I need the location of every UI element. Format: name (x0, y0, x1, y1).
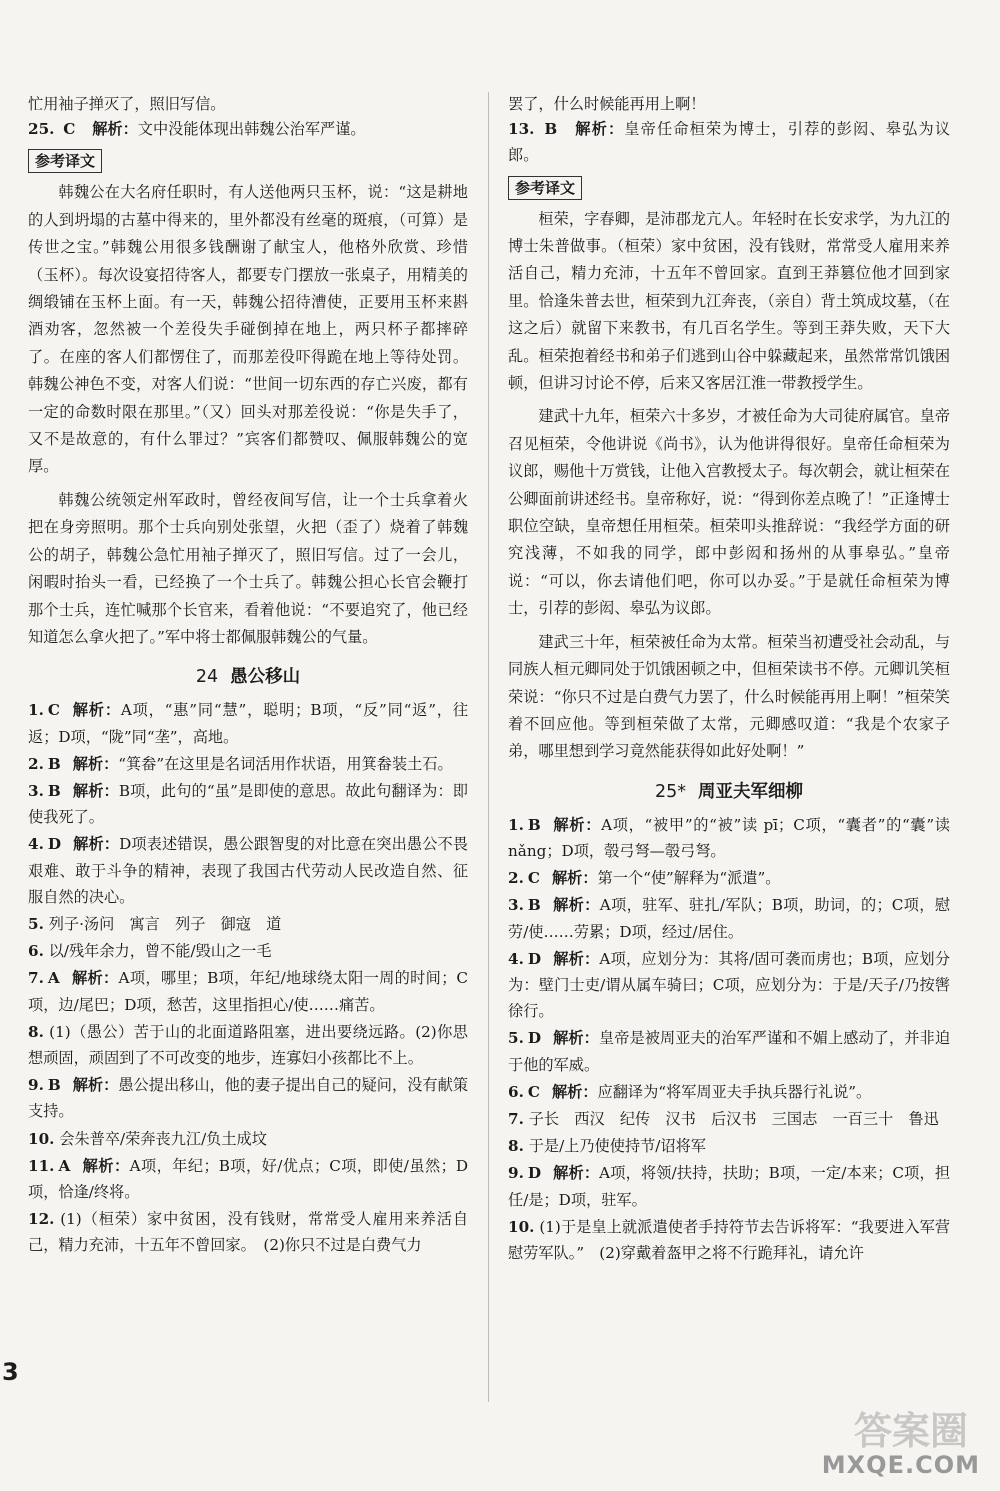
answer-item: 7. A 解析：A项，哪里；B项，年纪/地球绕太阳一周的时间；C项，边/尾巴；D项，愁苦，这里指担心/使……痛苦。 (28, 969, 468, 1014)
answer-item: 5. 列子·汤问 寓言 列子 御寇 道 (28, 914, 282, 933)
answer-item: 7. 子长 西汉 纪传 汉书 后汉书 三国志 一百三十 鲁迅 (508, 1109, 939, 1128)
answer-item: 6. 以/残年余力，曾不能/毁山之一毛 (28, 942, 272, 961)
answer-item: 9. D 解析：A项，将领/扶持，扶助；B项，一定/本来；C项，担任/是；D项，驻军。 (508, 1164, 951, 1209)
answer-item: 2. C 解析：第一个“使”解释为“派遣”。 (508, 869, 781, 888)
right-column (508, 92, 950, 1267)
answer-item: 3. B 解析：A项，驻军、驻扎/军队；B项，助词，的；C项，慰劳/使……劳累；D项，经过/居住。 (508, 896, 951, 941)
section-heading: 24 愚公移山 (195, 667, 301, 688)
answer-item: 10. (1)于是皇上就派遣使者手持符节去告诉将军：“我要进入军营慰劳军队。” (2)穿戴着盔甲之将不行跪拜礼，请允许 (508, 1217, 951, 1262)
watermark-domain: MXQE.COM (821, 1451, 980, 1479)
answer-item: 1. B 解析：A项，“被甲”的“被”读 pī；C项，“囊者”的“囊”读 nǎng；D项，彀弓弩—彀弓弩。 (508, 815, 950, 860)
translation-paragraph: 桓荣，字春卿，是沛郡龙亢人。年轻时在长安求学，为九江的博士朱普做事。（桓荣）家中贫困，没有钱财，常常受人雇用来养活自己，精力充沛，十五年不曾回家。直到王莽篡位他才回到家里。恰逢朱普去世，桓荣到九江奔丧，（亲自）背土筑成坟墓，（在这之后）就留下来教书，有几百名学生。等到王莽失败，天下大乱。桓荣抱着经书和弟子们逃到山谷中躲藏起来，虽然常常饥饿困顿，但讲习讨论不停，后来又客居江淮一带教授学生。 (508, 209, 950, 393)
answer-list (28, 697, 468, 1258)
watermark-logo: 答案圈 (853, 1409, 968, 1453)
answer-item: 8. (1)（愚公）苦于山的北面道路阻塞，进出要绕远路。(2)你思想顽固，顽固到了不可改变的地步，连寡妇小孩都比不上。 (28, 1022, 468, 1067)
continued-line: 忙用袖子掸灭了，照旧写信。 (28, 95, 226, 113)
reference-translation-tag: 参考译文 (508, 176, 582, 200)
answer-item: 13. B 解析：皇帝任命桓荣为博士，引荐的彭闳、皋弘为议郎。 (508, 120, 950, 165)
answer-item: 10. 会朱普卒/荣奔丧九江/负土成坟 (28, 1129, 267, 1148)
translation-paragraph: 韩魏公在大名府任职时，有人送他两只玉杯，说：“这是耕地的人到坍塌的古墓中得来的，里外都没有丝毫的斑痕，（可算）是传世之宝。”韩魏公用很多钱酬谢了献宝人，他格外欣赏、珍惜（玉杯）。每次设宴招待客人，都要专门摆放一张桌子，用精美的绸缎铺在玉杯上面。有一天，韩魏公招待漕使，正要用玉杯来斟酒劝客，忽然被一个差役失手碰倒掉在地上，两只杯子都摔碎了。在座的客人们都愣住了，而那差役吓得跪在地上等待处罚。韩魏公神色不变，对客人们说：“世间一切东西的存亡兴废，都有一定的命数时限在那里。”（又）回头对那差役说：“你是失手了，又不是故意的，有什么罪过？”宾客们都赞叹、佩服韩魏公的宽厚。 (28, 183, 468, 476)
answer-item: 25. C 解析：文中没能体现出韩魏公治军严谨。 (28, 120, 366, 139)
answer-item: 11. A 解析：A项，年纪；B项，好/优点；C项，即使/虽然；D项，恰逢/终将。 (28, 1156, 468, 1201)
answer-item: 8. 于是/上乃使使持节/诏将军 (508, 1137, 706, 1156)
translation-paragraph: 韩魏公统领定州军政时，曾经夜间写信，让一个士兵拿着火把在身旁照明。那个士兵向别处张望，火把（歪了）烧着了韩魏公的胡子，韩魏公急忙用袖子掸灭了，照旧写信。过了一会儿，闲暇时抬头一看，已经换了一个士兵了。韩魏公担心长官会鞭打那个士兵，连忙喊那个长官来，看着他说：“不要追究了，他已经知道怎么拿火把了。”军中将士都佩服韩魏公的气量。 (28, 490, 468, 646)
page-number: 3 (2, 1358, 19, 1386)
translation-paragraph: 建武十九年，桓荣六十多岁，才被任命为大司徒府属官。皇帝召见桓荣，令他讲说《尚书》，认为他讲得很好。皇帝任命桓荣为议郎，赐他十万赏钱，让他入宫教授太子。每次朝会，就让桓荣在公卿面前讲述经书。皇帝称好，说：“得到你差点晚了！”正逢博士职位空缺，皇帝想任用桓荣。桓荣叩头推辞说：“我经学方面的研究浅薄，不如我的同学，郎中彭闳和扬州的从事皋弘。”皇帝说：“可以，你去请他们吧，你可以办妥。”于是就任命桓荣为博士，引荐的彭闳、皋弘为议郎。 (508, 407, 950, 618)
answer-item: 3. B 解析：B项，此句的“虽”是即使的意思。故此句翻译为：即使我死了。 (28, 781, 468, 827)
answer-item: 4. D 解析：D项表述错误，愚公跟智叟的对比意在突出愚公不畏艰难、敢于斗争的精神，表现了我国古代劳动人民改造自然、征服自然的决心。 (28, 835, 468, 906)
continued-line: 罢了，什么时候能再用上啊！ (508, 95, 706, 113)
section-heading: 25* 周亚夫军细柳 (654, 781, 804, 802)
answer-item: 1. C 解析：A项，“惠”同“慧”，聪明；B项，“反”同“返”，往返；D项，“陇”同“垄”，高地。 (28, 701, 469, 746)
answer-item: 4. D 解析：A项，应划分为：其将/固可袭而虏也；B项，应划分为：壁门士吏/谓从属车骑曰；C项，应划分为：于是/天子/乃按辔徐行。 (508, 949, 951, 1021)
answer-item: 5. D 解析：皇帝是被周亚夫的治军严谨和不媚上感动了，并非迫于他的军威。 (508, 1029, 951, 1074)
column-divider (488, 92, 489, 1402)
reference-translation-tag: 参考译文 (28, 149, 102, 173)
answer-item: 12. (1)（桓荣）家中贫困，没有钱财，常常受人雇用来养活自己，精力充沛，十五年不曾回家。 (2)你只不过是白费气力 (28, 1210, 469, 1255)
translation-paragraph: 建武三十年，桓荣被任命为太常。桓荣当初遭受社会动乱，与同族人桓元卿同处于饥饿困顿之中，但桓荣读书不停。元卿讥笑桓荣说：“你只不过是白费气力罢了，什么时候能再用上啊！”桓荣笑着不回应他。等到桓荣做了太常，元卿感叹道：“我是个农家子弟，哪里想到学习竟然能获得如此好处啊！” (508, 632, 950, 761)
answer-item: 2. B 解析：“箕畚”在这里是名词活用作状语，用箕畚装土石。 (28, 754, 453, 773)
answer-item: 9. B 解析：愚公提出移山，他的妻子提出自己的疑问，没有献策支持。 (28, 1076, 469, 1121)
answer-list (508, 812, 950, 1266)
left-column (28, 92, 468, 1260)
answer-item: 6. C 解析：应翻译为“将军周亚夫手执兵器行礼说”。 (508, 1082, 872, 1101)
